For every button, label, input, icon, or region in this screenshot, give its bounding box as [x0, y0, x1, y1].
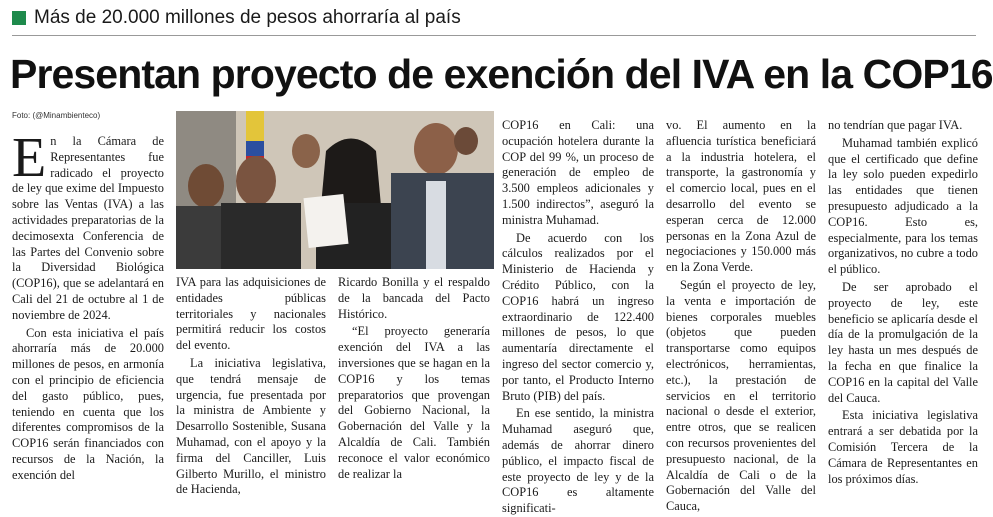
- article-column-4: [502, 118, 654, 517]
- paragraph: Ricardo Bonilla y el respaldo de la bancada del Pacto Histórico.: [338, 275, 490, 321]
- drop-cap: E: [12, 127, 47, 189]
- paragraph: De ser aprobado el proyecto de ley, este beneficio se aplicaría desde el día de la promulgación de la ley hasta un mes después de la fecha en que finalice la COP16 en la capital del Valle del Cauca.: [828, 279, 978, 405]
- green-square-icon: [12, 11, 26, 25]
- article-column-1: [12, 127, 164, 484]
- paragraph: En ese sentido, la ministra Muhamad aseguró que, además de ahorrar dinero público, el impacto fiscal de este proyecto de ley y de la COP16 es altamente significati-: [502, 406, 654, 516]
- article-column-3: [338, 275, 490, 482]
- paragraph: COP16 en Cali: una ocupación hotelera durante la COP del 99 %, un proceso de generación de empleo de 3.500 empleos adicionales y 1.500 indirectos”, aseguró la ministra Muhamad.: [502, 118, 654, 227]
- article-headline: Presentan proyecto de exención del IVA en la COP16: [10, 51, 993, 97]
- paragraph: “El proyecto generaría exención del IVA a las inversiones que se hagan en la COP16 y los temas preparatorios que provengan del Gobierno Nacional, la Gobernación del Valle y la Alcaldía de Cali. También reconoce el valor económico de realizar la: [338, 324, 490, 481]
- paragraph: Muhamad también explicó que el certificado que define la ley solo pueden expedirlo las entidades que tienen presupuesto adjudicado a la COP16. Esto es, especialmente, para los temas organizativos, no cubre a todo el público.: [828, 135, 978, 277]
- paragraph: IVA para las adquisiciones de entidades públicas territoriales y nacionales permitirá reducir los costos del evento.: [176, 275, 326, 353]
- article-photo: [176, 111, 494, 269]
- paragraph: n la Cámara de Representantes fue radicado el proyecto de ley que exime del Impuesto sobre las Ventas (IVA) a las actividades preparatorias de la decimosexta Conferencia de las Partes del Convenio sobre la Diversidad Biológica (COP16), que se adelantará en Cali del 21 de octubre al 1 de noviembre de 2024.: [12, 134, 164, 322]
- article-column-6: [828, 118, 978, 487]
- section-kicker: [12, 6, 461, 30]
- paragraph: Según el proyecto de ley, la venta e importación de bienes corporales muebles (objetos que pueden transportarse como equipos electrónicos, herramientas, etc.), la prestación de servicios en el territorio nacional o desde el exterior, entre otros, que se realicen con recursos provenientes del presupuesto nacional, de la Alcaldía de Cali o de la Gobernación del Valle del Cauca,: [666, 277, 816, 514]
- article-column-2: [176, 275, 326, 498]
- kicker-text: Más de 20.000 millones de pesos ahorraría al país: [34, 7, 461, 28]
- paragraph: vo. El aumento en la afluencia turística beneficiará a la industria hotelera, el transporte, la gastronomía y el comercio local, pues en el desarrollo del evento se esperan cerca de 12.000 personas en la Zona Azul de negociaciones y 150.000 más en la Zona Verde.: [666, 118, 816, 275]
- paragraph: no tendrían que pagar IVA.: [828, 118, 963, 132]
- paragraph: De acuerdo con los cálculos realizados por el Ministerio de Hacienda y Crédito Público, con la COP16 habrá un ingreso extraordinario de 122.400 millones de pesos, lo que aumentaría directamente el ingreso del sector comercio y, por tanto, el Producto Interno Bruto (PIB) del país.: [502, 230, 654, 403]
- photo-illustration: [176, 111, 494, 269]
- photo-credit: Foto: (@Minambienteco): [12, 111, 101, 120]
- article-column-5: [666, 118, 816, 515]
- divider-rule: [12, 35, 976, 36]
- paragraph: La iniciativa legislativa, que tendrá mensaje de urgencia, fue presentada por la ministra de Ambiente y Desarrollo Sostenible, Susana Muhamad, con el apoyo y la firma del Canciller, Luis Gilberto Murillo, el ministro de Hacienda,: [176, 355, 326, 497]
- paragraph: Con esta iniciativa el país ahorraría más de 20.000 millones de pesos, en armonía con el principio de eficiencia del gasto público, pues, teniendo en cuenta que los diferentes compromisos de la COP16 serán financiados con recursos de la Nación, la exención del: [12, 325, 164, 482]
- paragraph: Esta iniciativa legislativa entrará a ser debatida por la Comisión Tercera de la Cámara de Representantes en los próximos días.: [828, 408, 978, 486]
